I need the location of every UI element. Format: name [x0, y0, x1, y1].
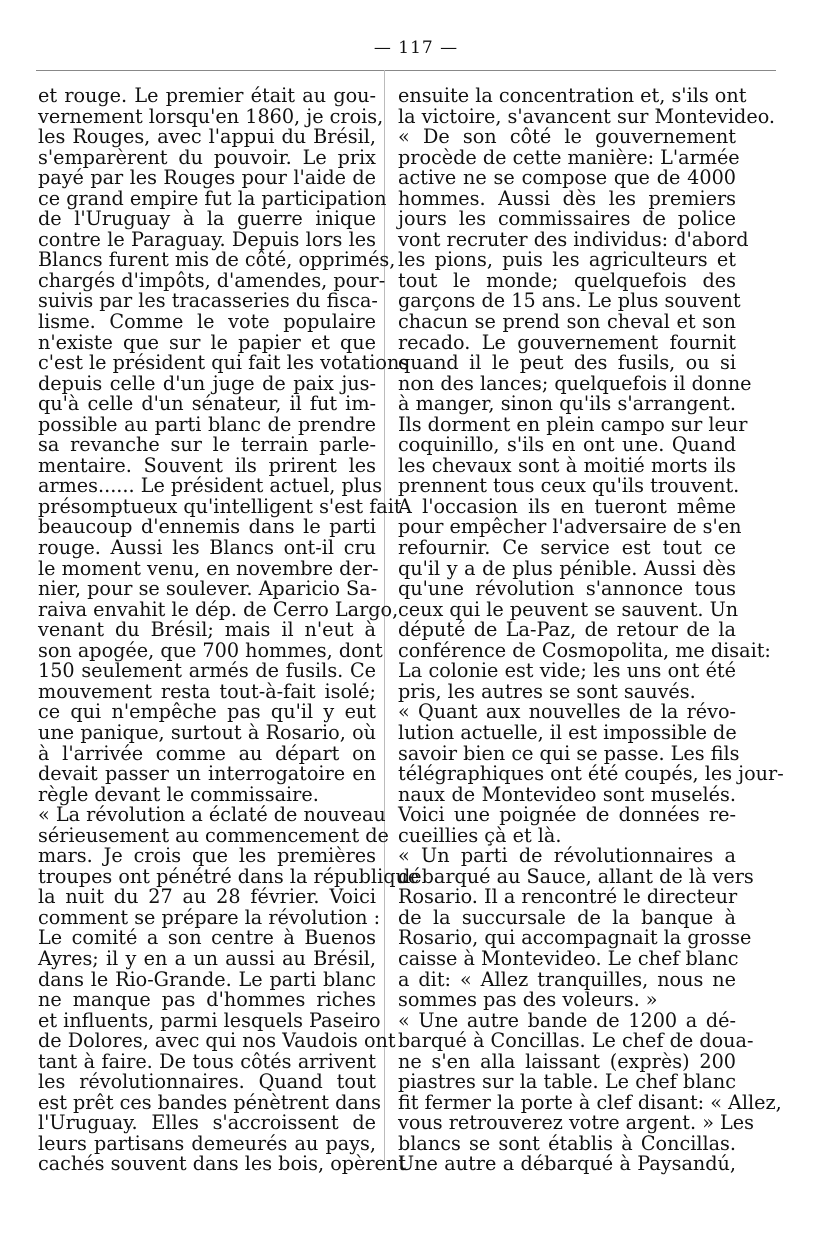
text-line: leurs partisans demeurés au pays, [38, 1131, 376, 1155]
text-line: beaucoup d'ennemis dans le parti [38, 515, 376, 539]
text-line: mentaire. Souvent ils prirent les [38, 453, 376, 477]
text-line: lution actuelle, il est impossible de [398, 720, 737, 744]
text-line: et influents, parmi lesquels Paseiro [38, 1008, 381, 1032]
text-line: qu'à celle d'un sénateur, il fut im- [38, 392, 376, 416]
text-line: tant à faire. De tous côtés arrivent [38, 1049, 376, 1073]
text-line: non des lances; quelquefois il donne [398, 371, 752, 395]
text-line: contre le Paraguay. Depuis lors les [38, 227, 376, 251]
text-line: vous retrouverez votre argent. » Les [398, 1111, 754, 1135]
text-line: recado. Le gouvernement fournit [398, 330, 736, 354]
text-line: procède de cette manière: L'armée [398, 145, 740, 169]
text-line: hommes. Aussi dès les premiers [398, 186, 736, 210]
text-line: sommes pas des voleurs. » [398, 988, 658, 1012]
text-line: qu'une révolution s'annonce tous [398, 577, 736, 601]
text-line: depuis celle d'un juge de paix jus- [38, 371, 376, 395]
text-line: payé par les Rouges pour l'aide de [38, 166, 376, 190]
text-line: Rosario, qui accompagnait la grosse [398, 926, 752, 950]
text-line: l'Uruguay. Elles s'accroissent de [38, 1111, 376, 1135]
text-line: la nuit du 27 au 28 février. Voici [38, 885, 376, 909]
text-line: c'est le président qui fait les votations [38, 351, 410, 375]
text-line: Ayres; il y en a un aussi au Brésil, [38, 946, 376, 970]
text-line: chacun se prend son cheval et son [398, 310, 736, 334]
text-line: vernement lorsqu'en 1860, je crois, [38, 104, 384, 128]
text-line: les pions, puis les agriculteurs et [398, 248, 736, 272]
text-line: à l'arrivée comme au départ on [38, 741, 376, 765]
text-line: mars. Je crois que les premières [38, 844, 376, 868]
text-line: Ils dorment en plein campo sur leur [398, 412, 748, 436]
text-line: Voici une poignée de données re- [398, 803, 736, 827]
text-line: piastres sur la table. Le chef blanc [398, 1070, 736, 1094]
text-line: qu'il y a de plus pénible. Aussi dès [398, 556, 736, 580]
text-line: venant du Brésil; mais il n'eut à [38, 618, 376, 642]
text-line: la victoire, s'avancent sur Montevideo. [398, 104, 776, 128]
text-line: « De son côté le gouvernement [398, 125, 736, 149]
text-line: prennent tous ceux qu'ils trouvent. [398, 474, 740, 498]
text-line: sérieusement au commencement de [38, 823, 389, 847]
text-line: armes...... Le président actuel, plus [38, 474, 383, 498]
text-line: s'emparèrent du pouvoir. Le prix [38, 145, 376, 169]
text-line: mouvement resta tout-à-fait isolé; [38, 679, 376, 703]
text-line: cueillies çà et là. [398, 823, 562, 847]
page-number: — 117 — [373, 38, 459, 58]
text-line: « Une autre bande de 1200 a dé- [398, 1008, 736, 1032]
text-line: chargés d'impôts, d'amendes, pour- [38, 268, 386, 292]
text-line: ce grand empire fut la participation [38, 186, 387, 210]
text-line: n'existe que sur le papier et que [38, 330, 376, 354]
text-line: troupes ont pénétré dans la république [38, 864, 420, 888]
text-line: député de La-Paz, de retour de la [398, 618, 736, 642]
text-line: de l'Uruguay à la guerre inique [38, 207, 376, 231]
text-line: raiva envahit le dép. de Cerro Largo, [38, 597, 399, 621]
text-line: rouge. Aussi les Blancs ont-il cru [38, 536, 376, 560]
text-line: quand il le peut des fusils, ou si [398, 351, 736, 375]
text-line: ce qui n'empêche pas qu'il y eut [38, 700, 376, 724]
left-column [38, 84, 420, 1176]
text-line: lisme. Comme le vote populaire [38, 310, 376, 334]
text-line: possible au parti blanc de prendre [38, 412, 376, 436]
text-line: naux de Montevideo sont muselés. [398, 782, 736, 806]
text-line: 150 seulement armés de fusils. Ce [38, 659, 376, 683]
text-line: ne manque pas d'hommes riches [38, 988, 376, 1012]
text-line: coquinillo, s'ils en ont une. Quand [398, 433, 736, 457]
text-line: suivis par les tracasseries du fisca- [38, 289, 378, 313]
text-line: « La révolution a éclaté de nouveau [38, 803, 386, 827]
text-line: débarqué au Sauce, allant de là vers [398, 864, 754, 888]
text-line: fit fermer la porte à clef disant: « Allez, [398, 1090, 782, 1114]
text-line: caisse à Montevideo. Le chef blanc [398, 946, 739, 970]
text-line: conférence de Cosmopolita, me disait: [398, 638, 771, 662]
text-line: ceux qui le peuvent se sauvent. Un [398, 597, 739, 621]
text-line: tout le monde; quelquefois des [398, 268, 736, 292]
text-line: de la succursale de la banque à [398, 905, 736, 929]
text-line: Une autre a débarqué à Paysandú, [398, 1152, 736, 1176]
text-line: Rosario. Il a rencontré le directeur [398, 885, 738, 909]
header-rule [36, 70, 776, 71]
text-line: comment se prépare la révolution : [38, 905, 381, 929]
text-line: le moment venu, en novembre der- [38, 556, 379, 580]
text-line: a dit: « Allez tranquilles, nous ne [398, 967, 736, 991]
text-line: savoir bien ce qui se passe. Les fils [398, 741, 740, 765]
text-line: son apogée, que 700 hommes, dont [38, 638, 383, 662]
right-column [398, 84, 784, 1176]
text-line: de Dolores, avec qui nos Vaudois ont [38, 1029, 396, 1053]
text-line: règle devant le commissaire. [38, 782, 319, 806]
text-line: les Rouges, avec l'appui du Brésil, [38, 125, 376, 149]
text-line: ensuite la concentration et, s'ils ont [398, 84, 747, 107]
text-line: active ne se compose que de 4000 [398, 166, 736, 190]
text-line: A l'occasion ils en tueront même [398, 494, 736, 518]
text-line: cachés souvent dans les bois, opèrent [38, 1152, 406, 1176]
text-line: La colonie est vide; les uns ont été [398, 659, 736, 683]
text-line: dans le Rio-Grande. Le parti blanc [38, 967, 376, 991]
text-line: devait passer un interrogatoire en [38, 762, 376, 786]
text-line: pour empêcher l'adversaire de s'en [398, 515, 742, 539]
text-line: télégraphiques ont été coupés, les jour- [398, 762, 784, 786]
text-line: pris, les autres se sont sauvés. [398, 679, 696, 703]
text-line: et rouge. Le premier était au gou- [38, 84, 376, 107]
text-line: blancs se sont établis à Concillas. [398, 1131, 736, 1155]
text-line: jours les commissaires de police [398, 207, 736, 231]
text-line: sa revanche sur le terrain parle- [38, 433, 376, 457]
text-line: présomptueux qu'intelligent s'est fait [38, 494, 402, 518]
text-line: nier, pour se soulever. Aparicio Sa- [38, 577, 378, 601]
text-line: refournir. Ce service est tout ce [398, 536, 736, 560]
text-line: barqué à Concillas. Le chef de doua- [398, 1029, 754, 1053]
text-line: Le comité a son centre à Buenos [38, 926, 376, 950]
text-line: ne s'en alla laissant (exprès) 200 [398, 1049, 736, 1073]
text-line: garçons de 15 ans. Le plus souvent [398, 289, 741, 313]
text-line: est prêt ces bandes pénètrent dans [38, 1090, 382, 1114]
text-line: les chevaux sont à moitié morts ils [398, 453, 736, 477]
text-line: Blancs furent mis de côté, opprimés, [38, 248, 396, 272]
text-line: vont recruter des individus: d'abord [398, 227, 749, 251]
text-line: une panique, surtout à Rosario, où [38, 720, 376, 744]
text-line: à manger, sinon qu'ils s'arrangent. [398, 392, 736, 416]
text-line: les révolutionnaires. Quand tout [38, 1070, 376, 1094]
text-line: « Un parti de révolutionnaires a [398, 844, 736, 868]
text-line: « Quant aux nouvelles de la révo- [398, 700, 736, 724]
